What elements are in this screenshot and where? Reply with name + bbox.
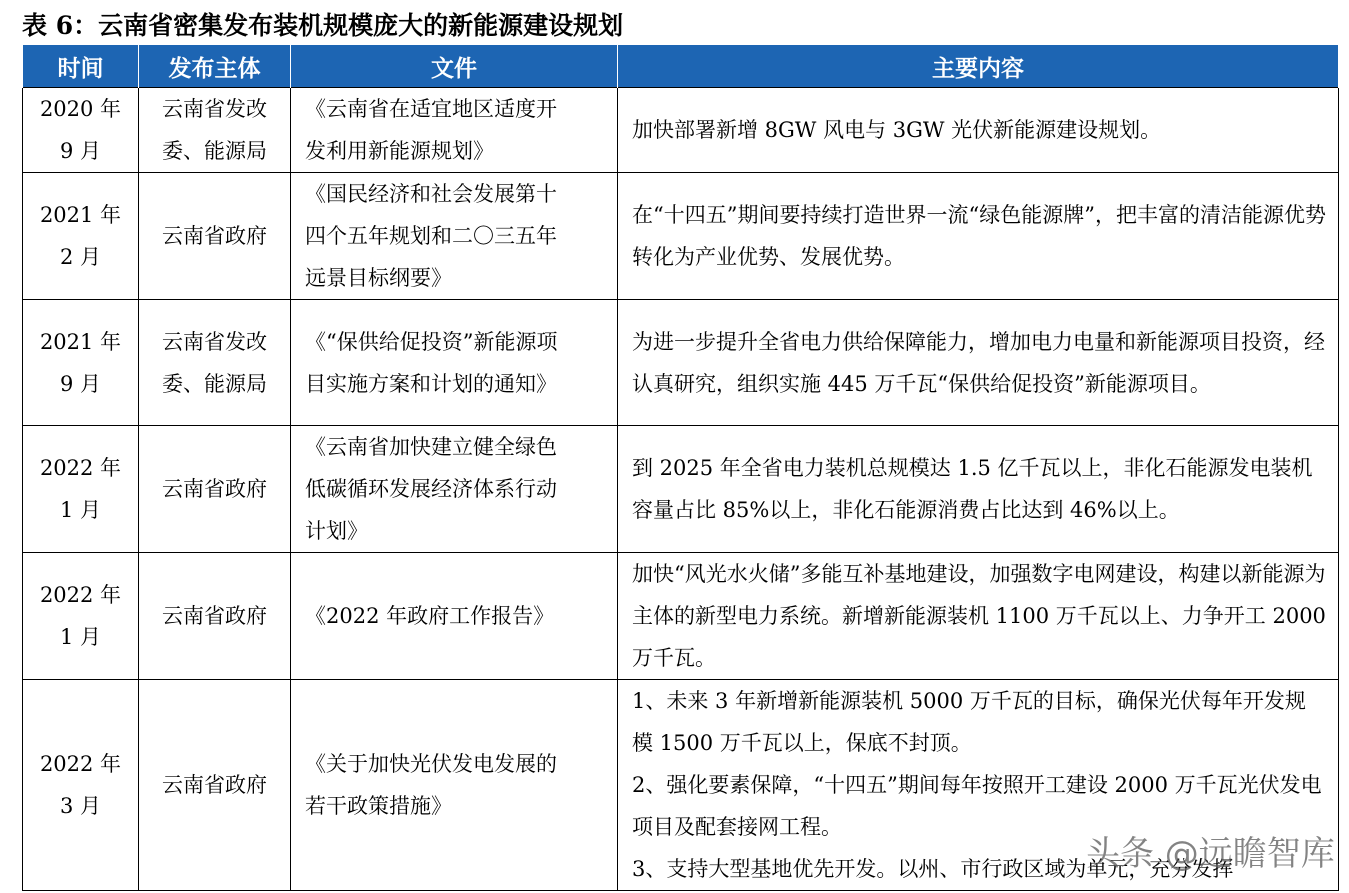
content-item: 3、支持大型基地优先开发。以州、市行政区域为单元，充分发挥 <box>632 857 1234 881</box>
cell-time: 2020 年 9 月 <box>23 88 139 173</box>
cell-issuer: 云南省政府 <box>139 173 291 300</box>
header-content: 主要内容 <box>618 45 1339 88</box>
cell-document: 《2022 年政府工作报告》 <box>291 553 618 680</box>
cell-document: 《国民经济和社会发展第十 四个五年规划和二〇三五年 远景目标纲要》 <box>291 173 618 300</box>
watermark: 头条 @远瞻智库 <box>1086 834 1335 874</box>
cell-content: 加快部署新增 8GW 风电与 3GW 光伏新能源建设规划。 <box>618 88 1339 173</box>
content-item: 1、未来 3 年新增新能源装机 5000 万千瓦的目标，确保光伏每年开发规模 1500 万千瓦以上，保底不封顶。 <box>632 689 1306 755</box>
table-header-row <box>23 45 1339 88</box>
table-row <box>23 300 1339 426</box>
policy-table <box>22 44 1339 891</box>
cell-time: 2022 年 1 月 <box>23 426 139 553</box>
cell-document: 《云南省在适宜地区适度开 发利用新能源规划》 <box>291 88 618 173</box>
cell-content: 在“十四五”期间要持续打造世界一流“绿色能源牌”，把丰富的清洁能源优势转化为产业优势、发展优势。 <box>618 173 1339 300</box>
table-row <box>23 553 1339 680</box>
cell-document: 《关于加快光伏发电发展的 若干政策措施》 <box>291 680 618 891</box>
cell-issuer: 云南省政府 <box>139 426 291 553</box>
cell-time: 2021 年 2 月 <box>23 173 139 300</box>
cell-time: 2021 年 9 月 <box>23 300 139 426</box>
content-item: 2、强化要素保障，“十四五”期间每年按照开工建设 2000 万千瓦光伏发电项目及配套接网工程。 <box>632 773 1322 839</box>
cell-content: 到 2025 年全省电力装机总规模达 1.5 亿千瓦以上，非化石能源发电装机容量占比 85%以上，非化石能源消费占比达到 46%以上。 <box>618 426 1339 553</box>
cell-content: 加快“风光水火储”多能互补基地建设，加强数字电网建设，构建以新能源为主体的新型电力系统。新增新能源装机 1100 万千瓦以上、力争开工 2000 万千瓦。 <box>618 553 1339 680</box>
header-document: 文件 <box>291 45 618 88</box>
cell-content: 为进一步提升全省电力供给保障能力，增加电力电量和新能源项目投资，经认真研究，组织实施 445 万千瓦“保供给促投资”新能源项目。 <box>618 300 1339 426</box>
table-row <box>23 88 1339 173</box>
cell-issuer: 云南省政府 <box>139 553 291 680</box>
cell-issuer: 云南省发改 委、能源局 <box>139 300 291 426</box>
cell-document: 《“保供给促投资”新能源项 目实施方案和计划的通知》 <box>291 300 618 426</box>
header-issuer: 发布主体 <box>139 45 291 88</box>
table-row <box>23 173 1339 300</box>
cell-document: 《云南省加快建立健全绿色 低碳循环发展经济体系行动 计划》 <box>291 426 618 553</box>
table-caption: 表 6：云南省密集发布装机规模庞大的新能源建设规划 <box>22 11 624 40</box>
cell-time: 2022 年 1 月 <box>23 553 139 680</box>
table-row <box>23 426 1339 553</box>
cell-time: 2022 年 3 月 <box>23 680 139 891</box>
cell-issuer: 云南省发改 委、能源局 <box>139 88 291 173</box>
header-time: 时间 <box>23 45 139 88</box>
cell-issuer: 云南省政府 <box>139 680 291 891</box>
